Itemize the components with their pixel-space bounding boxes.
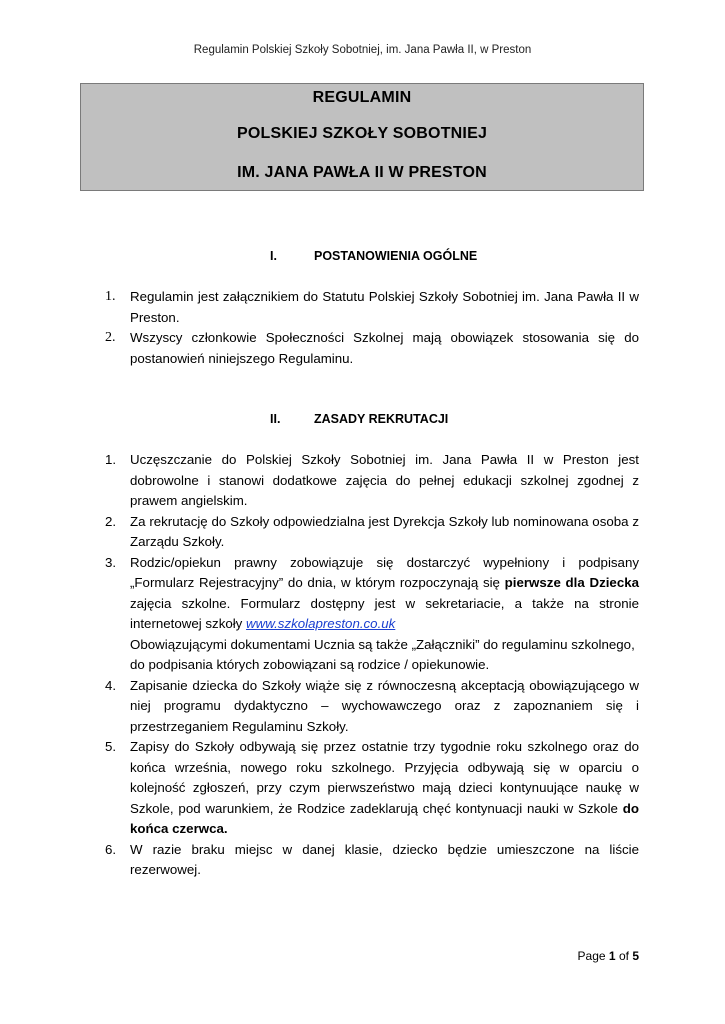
section-1-list xyxy=(105,287,639,369)
page-total: 5 xyxy=(632,949,639,963)
list-marker: 4. xyxy=(105,677,117,693)
list-item xyxy=(105,840,639,881)
list-item-text: Uczęszczanie do Polskiej Szkoły Sobotniej im. Jana Pawła II w Preston jest dobrowolne i stanowi dodatkowe zajęcia do pełnej edukacji szkolnej zgodnej z prawem angielskim. xyxy=(130,452,639,508)
of-word: of xyxy=(618,949,629,963)
school-website-link[interactable]: www.szkolapreston.co.uk xyxy=(246,616,396,631)
list-item-text: Obowiązującymi dokumentami Ucznia są także „Załączniki” do regulaminu szkolnego, do podpisania których zobowiązani są rodzice / opiekunowie. xyxy=(130,636,635,672)
section-number: I. xyxy=(270,249,277,263)
page-footer xyxy=(578,949,639,963)
emphasis-text: do końca czerwca. xyxy=(130,800,639,836)
list-marker: 1. xyxy=(105,289,116,304)
list-item xyxy=(105,512,639,553)
list-marker: 5. xyxy=(105,739,117,754)
title-line-3: IM. JANA PAWŁA II W PRESTON xyxy=(237,164,487,181)
list-marker: 1. xyxy=(105,452,117,467)
section-2-list xyxy=(105,450,639,881)
section-number: II. xyxy=(270,412,281,426)
list-item-text: Regulamin jest załącznikiem do Statutu Polskiej Szkoły Sobotniej im. Jana Pawła II w Preston. xyxy=(130,289,639,325)
list-marker: 2. xyxy=(105,330,116,345)
section-title: POSTANOWIENIA OGÓLNE xyxy=(314,249,478,263)
list-item-text: Rodzic/opiekun prawny zobowiązuje się dostarczyć wypełniony i podpisany „Formularz Rejestracyjny” do dnia, w którym rozpoczynają się xyxy=(130,554,639,590)
list-marker: 6. xyxy=(105,841,117,857)
list-item-text: Zapisanie dziecka do Szkoły wiąże się z równoczesną akceptacją obowiązującego w niej programu dydaktyczno – wychowawczego oraz z zapoznaniem się i przestrzeganiem Regulaminu Szkoły. xyxy=(130,677,639,734)
list-item xyxy=(105,553,639,676)
title-line-2: POLSKIEJ SZKOŁY SOBOTNIEJ xyxy=(236,125,488,142)
document-title-box xyxy=(80,83,644,191)
list-item xyxy=(105,676,639,738)
list-marker: 3. xyxy=(105,554,117,570)
section-title: ZASADY REKRUTACJI xyxy=(314,412,449,426)
list-item xyxy=(105,287,639,328)
list-item xyxy=(105,450,639,512)
list-item-text: W razie braku miejsc w danej klasie, dziecko będzie umieszczone na liście rezerwowej. xyxy=(130,841,639,877)
list-item-text: Za rekrutację do Szkoły odpowiedzialna jest Dyrekcja Szkoły lub nominowana osoba z Zarządu Szkoły. xyxy=(130,513,639,549)
running-header: Regulamin Polskiej Szkoły Sobotniej, im. Jana Pawła II, w Preston xyxy=(193,44,532,56)
page-word: Page xyxy=(577,949,606,963)
list-item-text: Zapisy do Szkoły odbywają się przez ostatnie trzy tygodnie roku szkolnego oraz do końca września, nowego roku szkolnego. Przyjęcia odbywają się w oparciu o kolejność zgłoszeń, przy czym pierwszeństwo mają dzieci kontynuujące naukę w Szkole, pod warunkiem, że Rodzice zadeklarują chęć kontynuacji nauki w Szkole xyxy=(130,739,639,816)
list-item-text: Wszyscy członkowie Społeczności Szkolnej mają obowiązek stosowania się do postanowień niniejszego Regulaminu. xyxy=(130,330,639,366)
emphasis-text: pierwsze dla Dziecka xyxy=(504,575,639,590)
list-marker: 2. xyxy=(105,513,117,529)
list-item-text: zajęcia szkolne. Formularz dostępny jest w sekretariacie, a także na stronie internetowej szkoły xyxy=(130,595,639,631)
list-item xyxy=(105,328,639,369)
list-item-paragraph xyxy=(130,553,639,635)
page-number: 1 xyxy=(608,949,616,963)
list-item xyxy=(105,737,639,840)
title-line-1: REGULAMIN xyxy=(312,89,412,106)
